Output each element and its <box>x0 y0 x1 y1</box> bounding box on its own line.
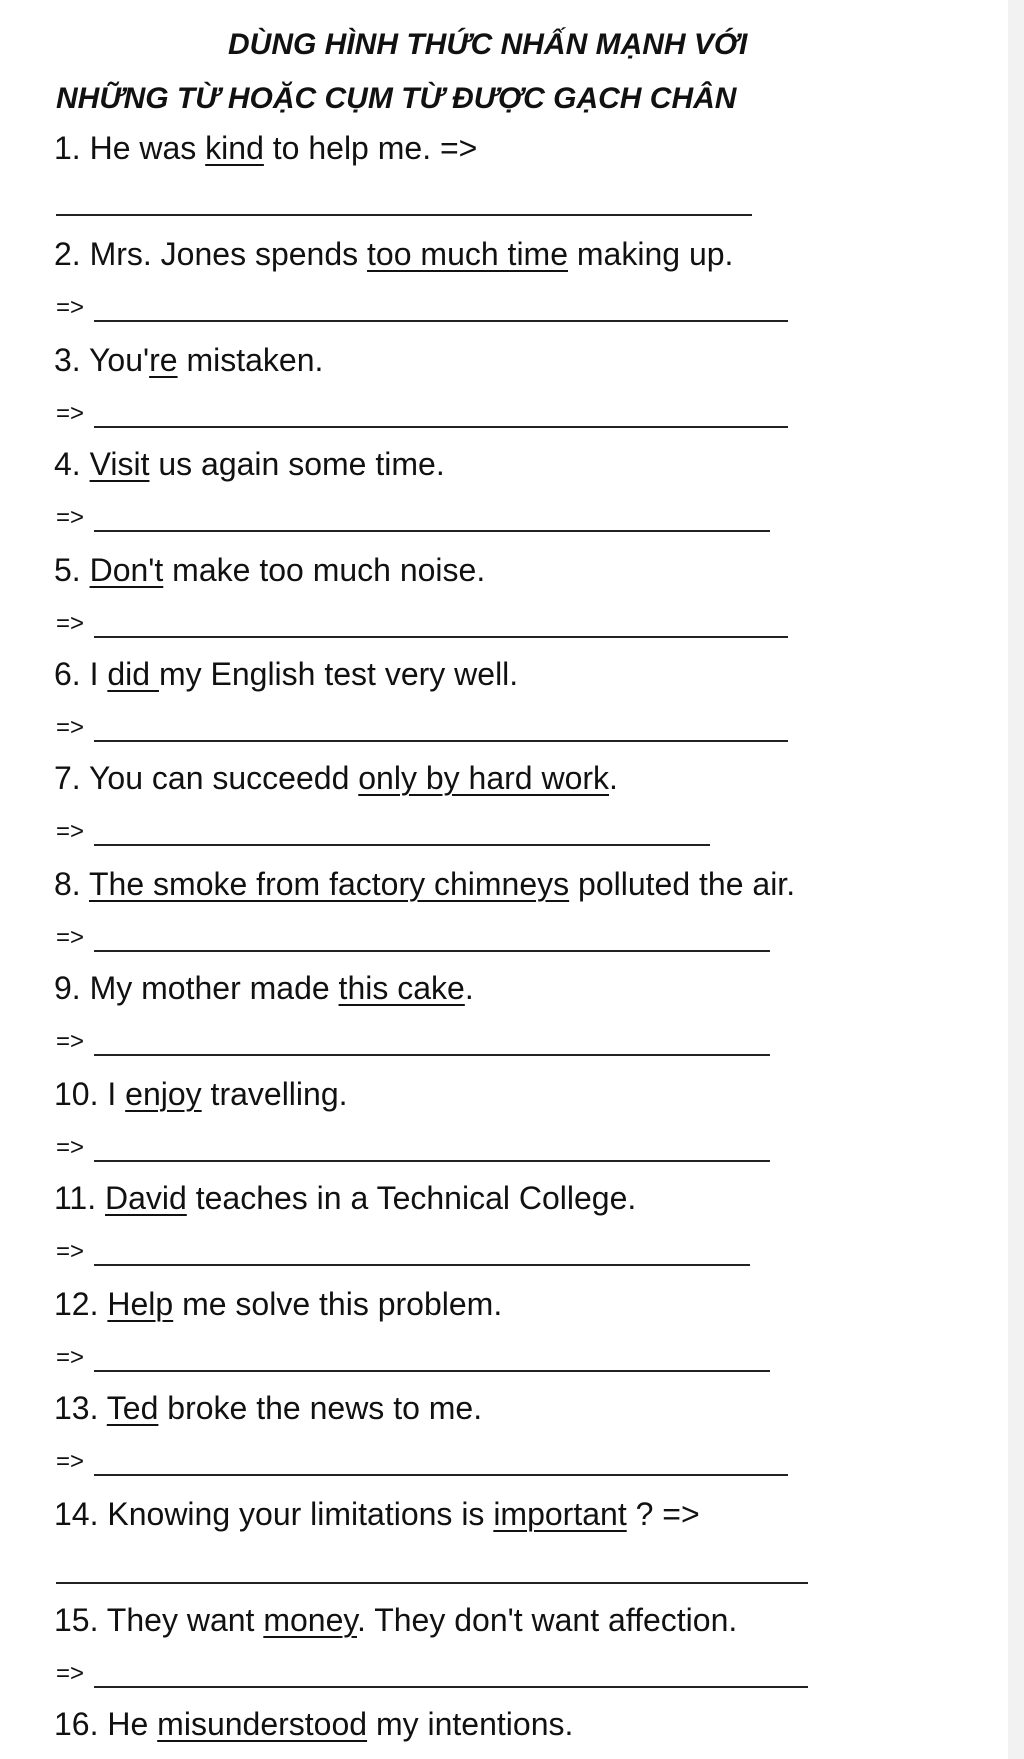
underlined-phrase: re <box>149 342 178 378</box>
answer-row-12[interactable]: => <box>56 1342 84 1374</box>
answer-line[interactable] <box>94 844 710 846</box>
exercise-item-11: 11. David teaches in a Technical College. <box>54 1180 637 1216</box>
answer-line[interactable] <box>94 950 770 952</box>
answer-line[interactable] <box>94 1264 750 1266</box>
exercise-item-10: 10. I enjoy travelling. <box>54 1076 348 1112</box>
answer-line-14[interactable] <box>56 1582 808 1584</box>
underlined-phrase: Visit <box>89 446 150 482</box>
underlined-phrase: too much time <box>367 236 568 272</box>
exercise-item-6: 6. I did my English test very well. <box>54 656 519 692</box>
exercise-item-4: 4. Visit us again some time. <box>54 446 445 482</box>
answer-row-5[interactable]: => <box>56 608 84 640</box>
exercise-item-2: 2. Mrs. Jones spends too much time making up. <box>54 236 734 272</box>
answer-line[interactable] <box>94 530 770 532</box>
answer-row-15[interactable]: => <box>56 1658 84 1690</box>
exercise-item-13: 13. Ted broke the news to me. <box>54 1390 483 1426</box>
underlined-phrase: misunderstood <box>157 1706 368 1742</box>
worksheet-title-line-2: NHỮNG TỪ HOẶC CỤM TỪ ĐƯỢC GẠCH CHÂN <box>56 82 737 115</box>
underlined-phrase: this cake <box>338 970 465 1006</box>
answer-row-3[interactable]: => <box>56 398 84 430</box>
exercise-item-15: 15. They want money. They don't want affection. <box>54 1602 738 1638</box>
exercise-item-5: 5. Don't make too much noise. <box>54 552 486 588</box>
answer-line[interactable] <box>94 740 788 742</box>
underlined-phrase: Ted <box>106 1390 159 1426</box>
underlined-phrase: did <box>107 656 159 692</box>
exercise-item-16: 16. He misunderstood my intentions. <box>54 1706 574 1742</box>
answer-line[interactable] <box>94 320 788 322</box>
exercise-item-9: 9. My mother made this cake. <box>54 970 474 1006</box>
answer-line[interactable] <box>94 636 788 638</box>
underlined-phrase: Help <box>107 1286 174 1322</box>
underlined-phrase: kind <box>205 130 264 166</box>
exercise-item-7: 7. You can succeedd only by hard work. <box>54 760 618 796</box>
answer-row-13[interactable]: => <box>56 1446 84 1478</box>
underlined-phrase: money <box>263 1602 357 1638</box>
underlined-phrase: enjoy <box>125 1076 202 1112</box>
answer-row-8[interactable]: => <box>56 922 84 954</box>
underlined-phrase: David <box>105 1180 187 1216</box>
exercise-item-14: 14. Knowing your limitations is important ? => <box>54 1496 700 1532</box>
answer-line[interactable] <box>94 1054 770 1056</box>
answer-row-11[interactable]: => <box>56 1236 84 1268</box>
answer-line[interactable] <box>94 1686 808 1688</box>
answer-line[interactable] <box>94 1370 770 1372</box>
answer-line[interactable] <box>94 426 788 428</box>
answer-row-10[interactable]: => <box>56 1132 84 1164</box>
page-edge <box>1008 0 1024 1759</box>
underlined-phrase: only by hard work <box>358 760 610 796</box>
answer-row-2[interactable]: => <box>56 292 84 324</box>
exercise-item-8: 8. The smoke from factory chimneys polluted the air. <box>54 866 796 902</box>
exercise-item-12: 12. Help me solve this problem. <box>54 1286 503 1322</box>
answer-line[interactable] <box>94 1160 770 1162</box>
exercise-item-1: 1. He was kind to help me. => <box>54 130 478 166</box>
answer-row-4[interactable]: => <box>56 502 84 534</box>
exercise-item-3: 3. You're mistaken. <box>54 342 324 378</box>
answer-line[interactable] <box>94 1474 788 1476</box>
underlined-phrase: The smoke from factory chimneys <box>89 866 570 902</box>
underlined-phrase: Don't <box>89 552 164 588</box>
answer-line-1[interactable] <box>56 214 752 216</box>
answer-row-6[interactable]: => <box>56 712 84 744</box>
underlined-phrase: important <box>493 1496 627 1532</box>
worksheet-title-line-1: DÙNG HÌNH THỨC NHẤN MẠNH VỚI <box>228 28 748 61</box>
answer-row-9[interactable]: => <box>56 1026 84 1058</box>
answer-row-7[interactable]: => <box>56 816 84 848</box>
